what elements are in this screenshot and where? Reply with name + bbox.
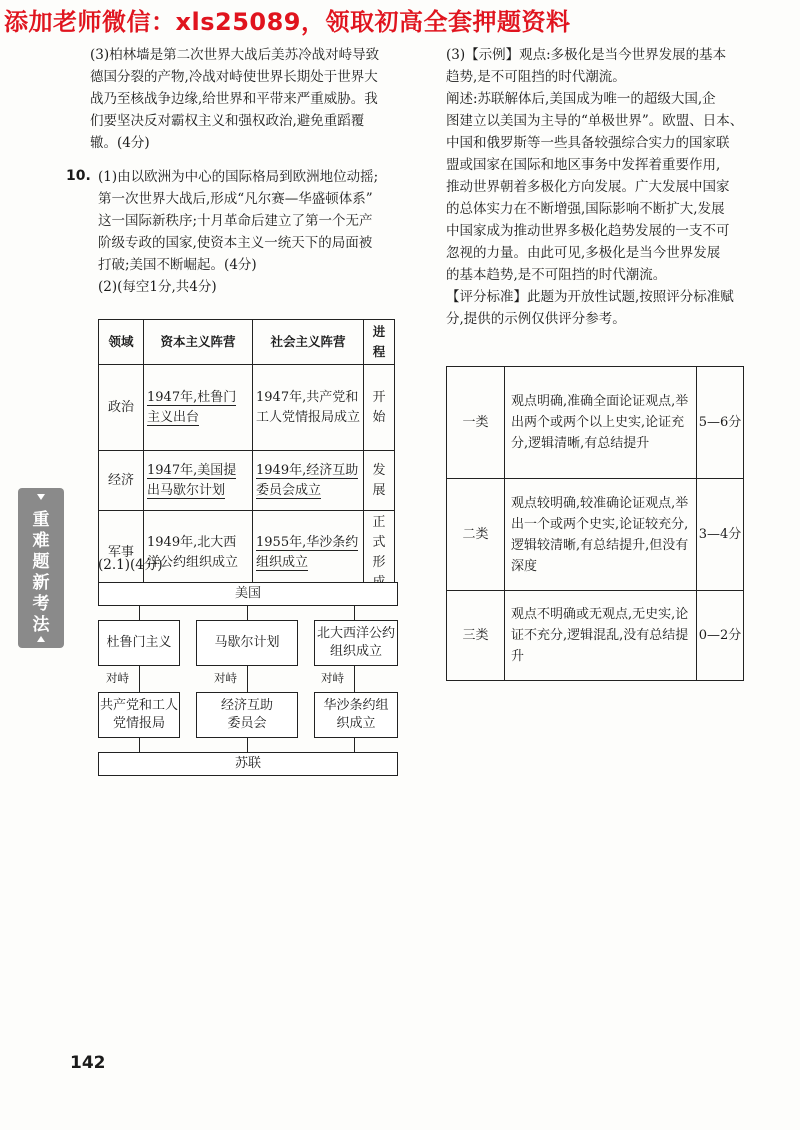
table-row [447,479,744,591]
connector [247,606,248,620]
text-line: 战乃至核战争边缘,给世界和平带来严重威胁。我 [90,91,378,107]
table-cell: 发展 [364,451,395,511]
text-line: 辙。(4分) [90,135,150,151]
arrow-line [139,666,140,692]
answer-10-1 [98,166,378,298]
connector [139,738,140,752]
text-line: 忽视的力量。由此可见,多极化是当今世界发展 [446,245,721,261]
grade-category: 一类 [447,367,505,479]
table-cell [253,451,364,511]
connector [354,738,355,752]
confront-label: 对峙 [106,671,129,685]
table-cell: 经济 [99,451,144,511]
underlined-answer: 1947年,美国提出马歇尔计划 [147,462,237,498]
confront-label: 对峙 [214,671,237,685]
grade-score: 0—2分 [697,591,744,681]
text-line: 中国家成为推动世界多极化趋势发展的一支不可 [446,223,730,239]
underlined-answer: 1949年,经济互助委员会成立 [256,462,359,498]
table-row [99,365,395,451]
grade-description: 观点明确,准确全面论证观点,举出两个或两个以上史实,论证充分,逻辑清晰,有总结提升 [505,367,697,479]
text-line: (3)柏林墙是第二次世界大战后美苏冷战对峙导致 [90,47,380,63]
table-cell: 开始 [364,365,395,451]
cold-war-diagram [98,582,398,777]
table-cell: 政治 [99,365,144,451]
text-line: 【评分标准】此题为开放性试题,按照评分标准赋 [446,289,734,305]
table-cell: 军事 [99,511,144,596]
table-row [447,591,744,681]
table-header-row [99,320,395,365]
grade-description: 观点较明确,较准确论证观点,举出一个或两个史实,论证较充分,逻辑较清晰,有总结提升,但没有深度 [505,479,697,591]
table-header: 社会主义阵营 [253,320,364,365]
table-row [99,451,395,511]
grade-category: 三类 [447,591,505,681]
table-row [447,367,744,479]
question-number: 10. [66,168,91,184]
table-cell: 1947年,共产党和工人党情报局成立 [253,365,364,451]
promo-banner: 添加老师微信：xls25089，领取初高全套押题资料 [4,8,571,36]
connector [139,606,140,620]
arrow-line [354,666,355,692]
text-line: 阶级专政的国家,使资本主义一统天下的局面被 [98,235,373,251]
page-number: 142 [70,1053,106,1073]
answer-9-3 [90,44,379,154]
answer-10-3 [446,44,743,330]
text-line: (2)(每空1分,共4分) [98,279,217,295]
grade-description: 观点不明确或无观点,无史实,论证不充分,逻辑混乱,没有总结提升 [505,591,697,681]
underlined-answer: 1947年,杜鲁门主义出台 [147,389,237,425]
table-cell [144,451,253,511]
table-cell: 正式形 [364,511,395,596]
table-cell: 1949年,北大西洋公约组织成立 [144,511,253,596]
diagram-box-nato: 北大西洋公约组织成立 [314,620,398,666]
diagram-box-truman: 杜鲁门主义 [98,620,180,666]
triangle-up-icon [37,636,45,642]
diagram-box-comecon: 经济互助委员会 [196,692,298,738]
grade-category: 二类 [447,479,505,591]
diagram-box-usa: 美国 [98,582,398,606]
triangle-down-icon [37,494,45,500]
text-line: 中国和俄罗斯等一些具备较强综合实力的国家联 [446,135,730,151]
diagram-box-marshall: 马歇尔计划 [196,620,298,666]
text-line: 阐述:苏联解体后,美国成为唯一的超级大国,企 [446,91,716,107]
text-line: 的基本趋势,是不可阻挡的时代潮流。 [446,267,667,283]
text-line: (3)【示例】观点:多极化是当今世界发展的基本 [446,47,727,63]
connector [354,606,355,620]
grade-score: 3—4分 [697,479,744,591]
table-header: 资本主义阵营 [144,320,253,365]
grading-table [446,366,744,681]
grade-score: 5—6分 [697,367,744,479]
arrow-line [247,666,248,692]
text-line: 打破;美国不断崛起。(4分) [98,257,257,273]
table-header: 进程 [364,320,395,365]
confront-label: 对峙 [321,671,344,685]
diagram-box-cominform: 共产党和工人党情报局 [98,692,180,738]
table-cell [144,365,253,451]
table-header: 领域 [99,320,144,365]
section-side-tab [18,488,64,648]
text-line: 图建立以美国为主导的“单极世界”。欧盟、日本、 [446,113,744,129]
text-line: 的总体实力在不断增强,国际影响不断扩大,发展 [446,201,725,217]
underlined-answer: 1955年,华沙条约组织成立 [256,535,359,570]
connector [247,738,248,752]
text-line: 们要坚决反对霸权主义和强权政治,避免重蹈覆 [90,113,365,129]
text-line: 盟或国家在国际和地区事务中发挥着重要作用, [446,157,721,173]
text-line: 分,提供的示例仅供评分参考。 [446,311,626,327]
text-line: (1)由以欧洲为中心的国际格局到欧洲地位动摇; [98,169,379,185]
text-line: 第一次世界大战后,形成“凡尔赛—华盛顿体系” [98,191,373,207]
answer-10-21-label: (2.1)(4分) [98,557,163,573]
text-line: 推动世界朝着多极化方向发展。广大发展中国家 [446,179,730,195]
diagram-box-ussr: 苏联 [98,752,398,776]
diagram-box-warsaw: 华沙条约组织成立 [314,692,398,738]
text-line: 趋势,是不可阻挡的时代潮流。 [446,69,626,85]
side-tab-label: 重 难 题 新 考 法 [32,510,50,635]
text-line: 这一国际新秩序;十月革命后建立了第一个无产 [98,213,373,229]
text-line: 德国分裂的产物,冷战对峙使世界长期处于世界大 [90,69,378,85]
